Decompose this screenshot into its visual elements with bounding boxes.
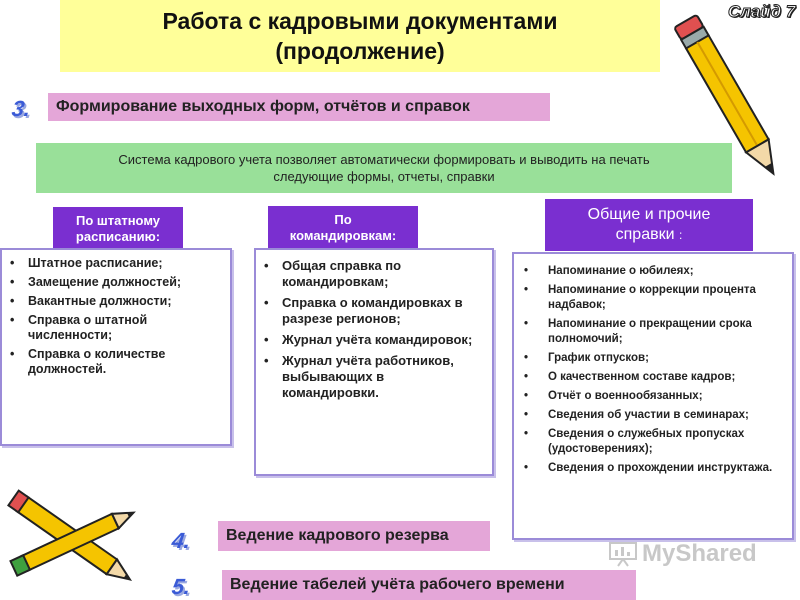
watermark-text: MyShared — [642, 540, 757, 567]
column-2-header-line2: командировкам: — [289, 228, 397, 243]
column-2-header-line1: По — [334, 212, 352, 227]
column-3-header — [545, 199, 753, 251]
list-item: • График отпусков; — [514, 351, 786, 366]
section-4-heading: Ведение кадрового резерва — [218, 521, 490, 551]
slide-title-line2: (продолжение) — [275, 38, 445, 64]
column-1-header-line1: По штатному — [76, 213, 160, 228]
column-1-header — [53, 207, 183, 251]
section-5-heading: Ведение табелей учёта рабочего времени — [222, 570, 636, 600]
list-item: • Сведения о служебных пропусках (удостоверениях); — [514, 427, 786, 457]
slide-number-badge: Слайд 7 — [728, 2, 796, 21]
list-item: • О качественном составе кадров; — [514, 370, 786, 385]
list-item: • Справка о количестве должностей. — [2, 347, 230, 377]
intro-line2: следующие формы, отчеты, справки — [273, 169, 495, 184]
list-item: • Напоминание о коррекции процента надбавок; — [514, 283, 786, 313]
presentation-icon — [608, 541, 638, 567]
list-item: • Штатное расписание; — [2, 256, 230, 271]
column-3-list — [512, 252, 794, 540]
section-4-number: 4. — [170, 528, 193, 553]
section-3-heading: Формирование выходных форм, отчётов и справок — [48, 93, 550, 121]
column-1-header-line2: расписанию: — [75, 229, 161, 244]
column-3-header-line1: Общие и прочие — [587, 206, 711, 223]
list-item: • Напоминание о юбилеях; — [514, 264, 786, 279]
section-3-number: 3. — [10, 96, 33, 121]
list-item: • Отчёт о военнообязанных; — [514, 389, 786, 404]
list-item: • Справка о штатной численности; — [2, 313, 230, 343]
column-2-header — [268, 206, 418, 250]
list-item: • Сведения о прохождении инструктажа. — [514, 461, 786, 476]
list-item: • Журнал учёта командировок; — [256, 332, 482, 348]
list-item: • Сведения об участии в семинарах; — [514, 408, 786, 423]
column-3-header-line2: справки — [615, 226, 675, 243]
column-3-header-suffix: : — [679, 228, 683, 242]
section-5-number: 5. — [170, 574, 193, 599]
list-item: • Замещение должностей; — [2, 275, 230, 290]
list-item: • Общая справка по командировкам; — [256, 258, 482, 290]
slide-title-line1: Работа с кадровыми документами — [162, 8, 558, 34]
crossed-pencils-icon — [0, 482, 150, 600]
slide-title — [60, 0, 660, 72]
list-item: • Напоминание о прекращении срока полномочий; — [514, 317, 786, 347]
column-2-list — [254, 248, 494, 476]
column-1-list — [0, 248, 232, 446]
watermark — [608, 540, 757, 568]
intro-line1: Система кадрового учета позволяет автоматически формировать и выводить на печать — [118, 152, 650, 167]
list-item: • Справка о командировках в разрезе регионов; — [256, 295, 482, 327]
intro-text-box — [36, 143, 732, 193]
list-item: • Журнал учёта работников, выбывающих в командировки. — [256, 353, 482, 401]
list-item: • Вакантные должности; — [2, 294, 230, 309]
